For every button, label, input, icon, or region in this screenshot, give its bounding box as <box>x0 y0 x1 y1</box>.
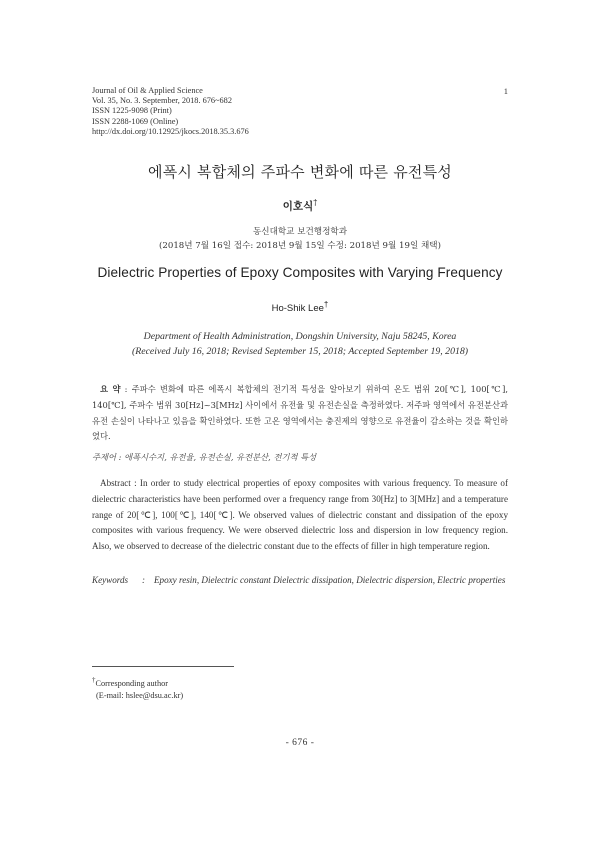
keywords-korean-text: 에폭시수지, 유전율, 유전손실, 유전분산, 전기적 특성 <box>124 452 317 462</box>
doi-link[interactable]: http://dx.doi.org/10.12925/jkocs.2018.35.3.676 <box>92 126 249 136</box>
affiliation-english: Department of Health Administration, Dongshin University, Naju 58245, Korea <box>143 331 457 342</box>
abstract-korean: 요 약 : 주파수 변화에 따른 에폭시 복합체의 전기적 특성을 알아보기 위하여 온도 범위 20[℃], 100[℃], 140[℃], 주파수 범위 30[Hz]~3[MHz] 사이에서 유전율 및 유전손실을 측정하였다. 저주파 영역에서 유전분산과 유전 손실이 나타나고 있음을 확인하였다. 또한 고온 영역에서는 충진제의 영향으로 유전율이 감소하는 것을 확인하였다. <box>92 384 508 442</box>
affiliation-korean: 동신대학교 보건행정학과 <box>252 227 348 237</box>
abstract-english-text: In order to study electrical properties of epoxy composites with various frequency. To measure of dielectric characteristics have been performed over a frequency range from 30[Hz] to 3[MHz] and a temperature range of 20[℃], 100[℃], 140[℃]. We observed values of dielectric constant and dissipation of the epoxy composites with various frequency. We were observed dielectric loss and dispersion in low frequency region. Also, we observed to decrease of the dielectric constant due to the effects of filler in high temperature region. <box>92 478 508 552</box>
abstract-korean-label: 요 약 <box>100 384 121 394</box>
author-english-name: Ho-Shik Lee <box>271 303 324 315</box>
page-number-top: 1 <box>503 86 508 96</box>
keywords-korean: 주제어 : 에폭시수지, 유전율, 유전손실, 유전분산, 전기적 특성 <box>92 452 317 462</box>
author-english <box>0 300 600 314</box>
footnote <box>92 675 183 703</box>
corresponding-mark: † <box>92 677 96 684</box>
footnote-divider <box>92 666 234 667</box>
author-korean-name: 이호식 <box>282 200 314 213</box>
abstract-english-label: Abstract <box>100 478 131 488</box>
corresponding-mark: † <box>323 300 329 309</box>
affiliation-korean-block <box>0 225 600 253</box>
footnote-email: (E-mail: hslee@dsu.ac.kr) <box>96 691 184 701</box>
corresponding-mark: † <box>313 198 318 207</box>
keywords-english-label: Keywords <box>92 575 129 585</box>
abstract-korean-text: 주파수 변화에 따른 에폭시 복합체의 전기적 특성을 알아보기 위하여 온도 범위 20[℃], 100[℃], 140[℃], 주파수 범위 30[Hz]~3[MHz] 사이에서 유전율 및 유전손실을 측정하였다. 저주파 영역에서 유전분산과 유전 손실이 나타나고 있음을 확인하였다. 또한 고온 영역에서는 충진제의 영향으로 유전율이 감소하는 것을 확인하였다. <box>92 384 508 442</box>
author-korean <box>0 198 600 214</box>
title-korean: 에폭시 복합체의 주파수 변화에 따른 유전특성 <box>148 163 452 181</box>
keywords-english: Keywords : Epoxy resin, Dielectric constant Dielectric dissipation, Dielectric dispersion, Electric properties <box>92 573 508 588</box>
keywords-korean-label: 주제어 <box>92 452 117 462</box>
affiliation-english-block <box>0 329 600 359</box>
issn-print: ISSN 1225-9098 (Print) <box>92 106 172 116</box>
page-number-bottom: - 676 - <box>285 738 315 748</box>
abstract-english: Abstract : In order to study electrical properties of epoxy composites with various frequency. To measure of dielectric characteristics have been performed over a frequency range from 30[Hz] to 3[MHz] and a temperature range of 20[℃], 100[℃], 140[℃]. We observed values of dielectric constant and dissipation of the epoxy composites with various frequency. We were observed dielectric loss and dispersion in low frequency region. Also, we observed to decrease of the dielectric constant due to the effects of filler in high temperature region. <box>92 478 508 552</box>
title-english: Dielectric Properties of Epoxy Composites with Varying Frequency <box>97 265 503 280</box>
footnote-corresponding: Corresponding author <box>95 678 169 688</box>
dates-english: (Received July 16, 2018; Revised September 15, 2018; Accepted September 19, 2018) <box>131 346 469 357</box>
journal-volume: Vol. 35, No. 3. September, 2018. 676~682 <box>92 96 232 106</box>
dates-korean: (2018년 7월 16일 접수: 2018년 9월 15일 수정: 2018년 9월 19일 채택) <box>159 241 441 251</box>
issn-online: ISSN 2288-1069 (Online) <box>92 116 179 126</box>
keywords-english-text: Epoxy resin, Dielectric constant Dielectric dissipation, Dielectric dispersion, Electric properties <box>154 575 506 585</box>
journal-name: Journal of Oil & Applied Science <box>92 86 203 95</box>
journal-header <box>92 86 512 137</box>
